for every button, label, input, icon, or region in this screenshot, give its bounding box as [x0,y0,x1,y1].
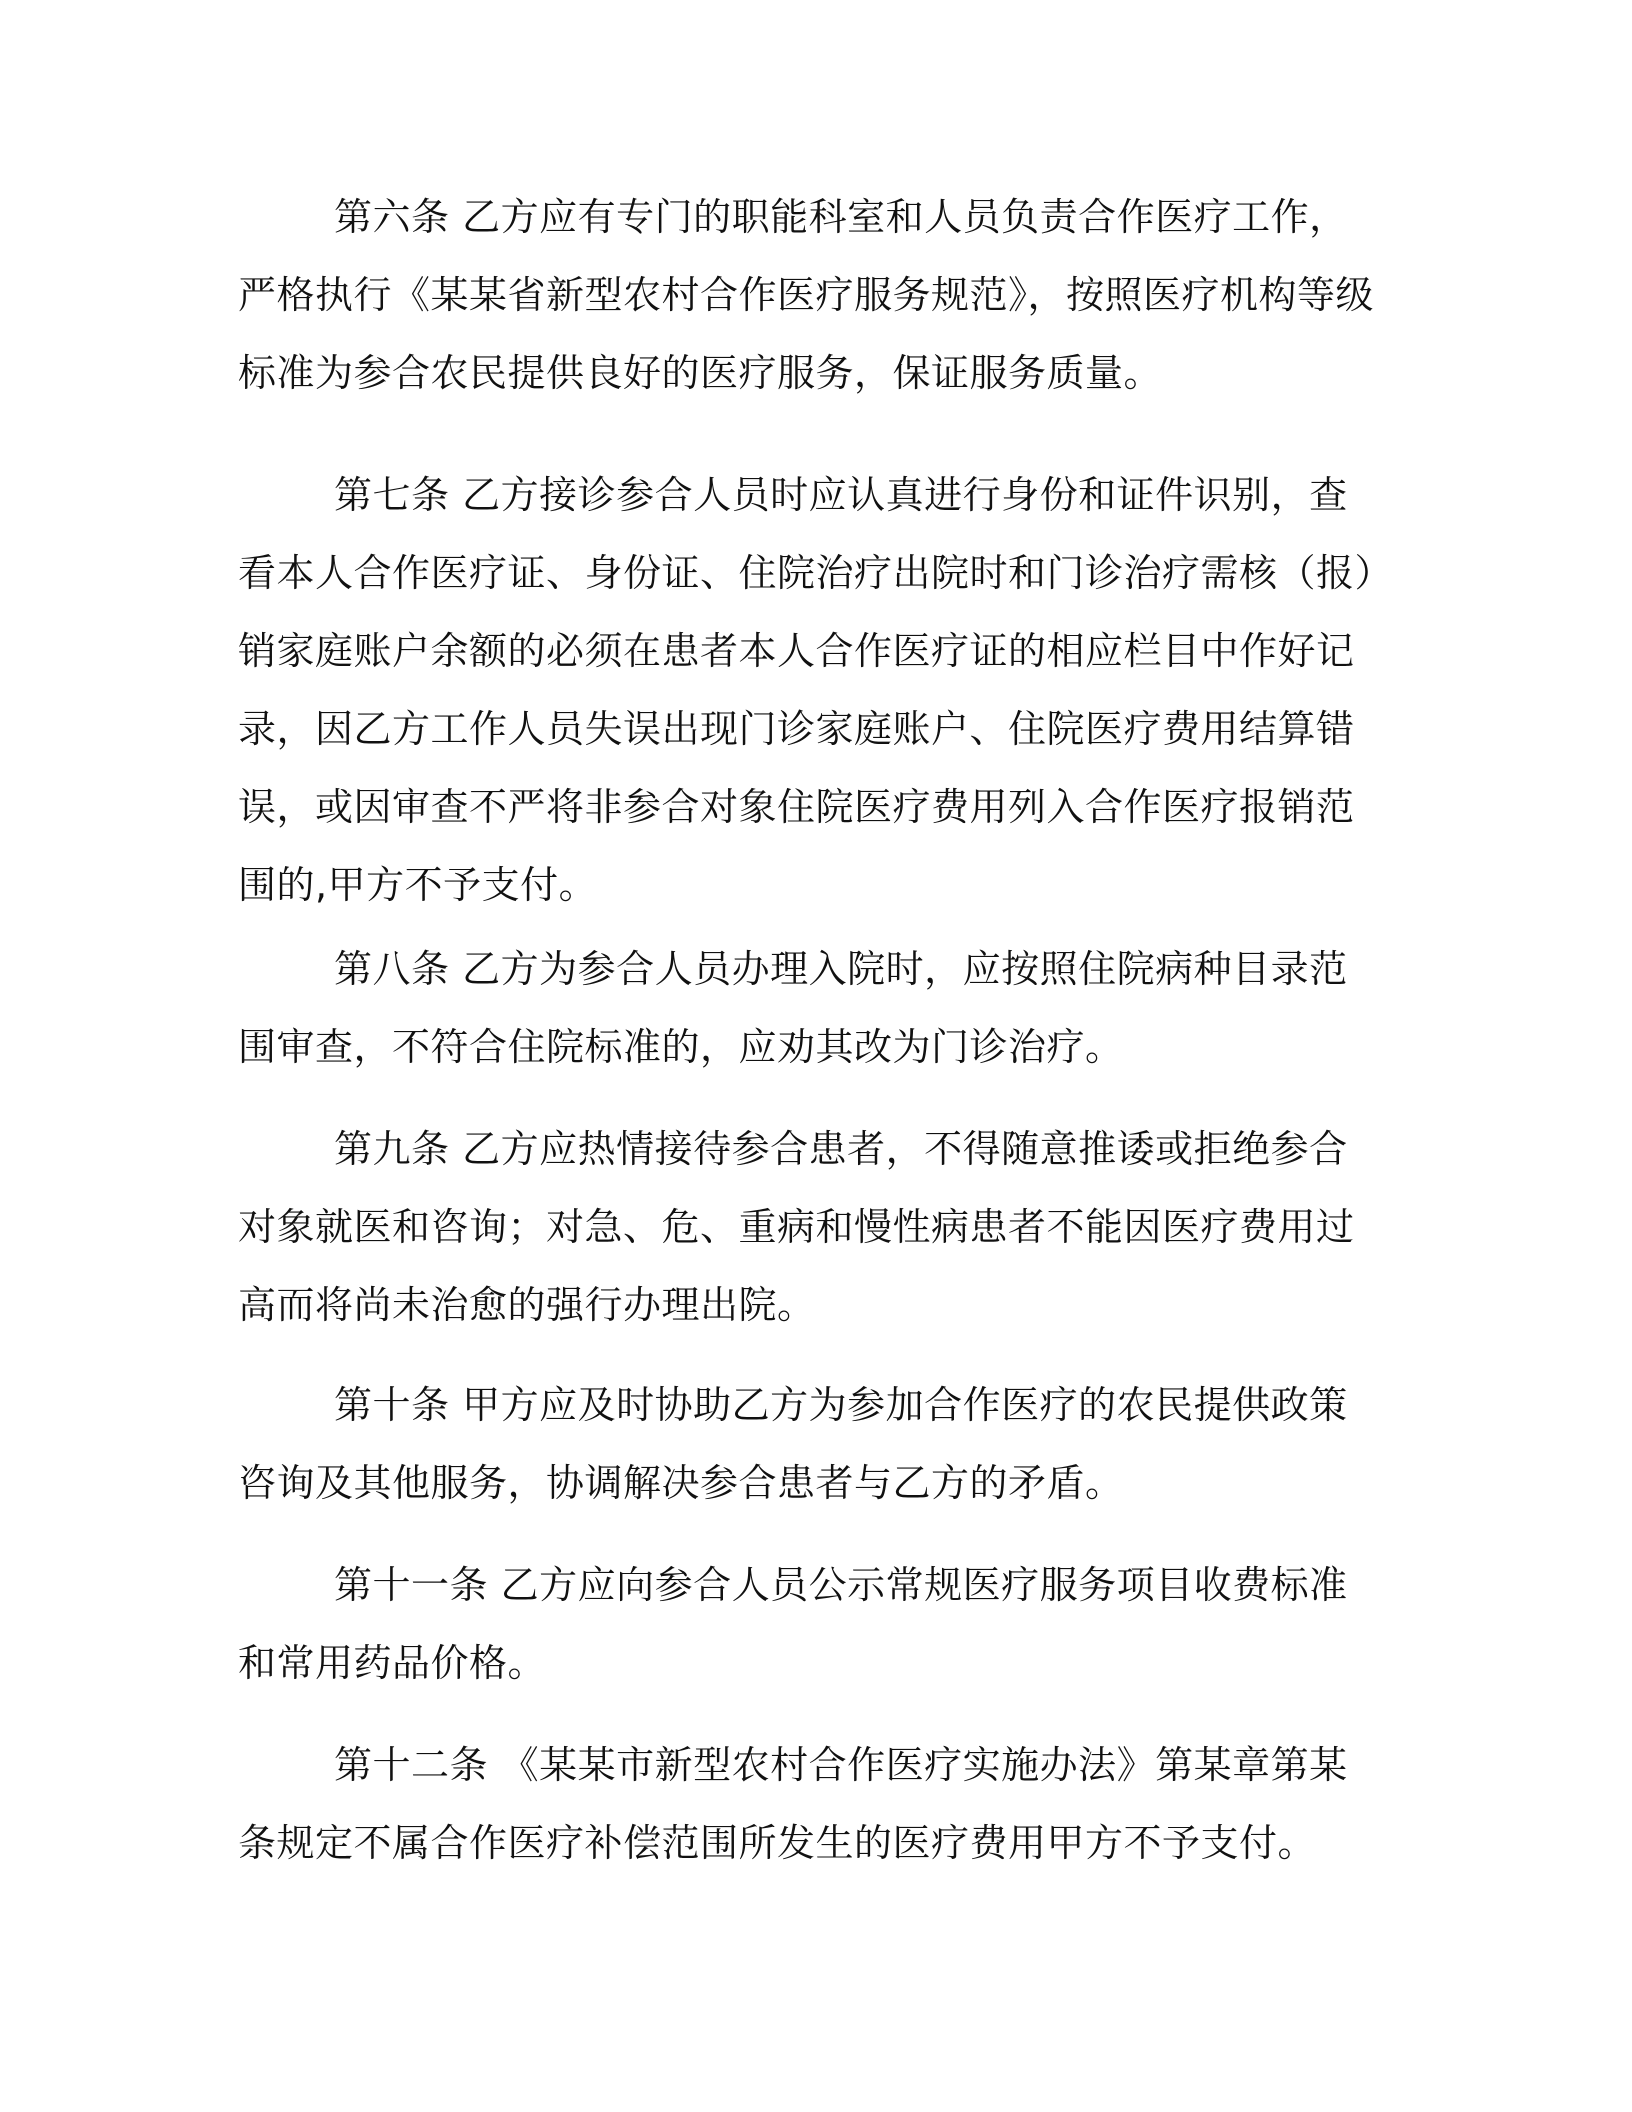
article-9: 第九条 乙方应热情接待参合患者，不得随意推诿或拒绝参合对象就医和咨询；对急、危、重病和慢性病患者不能因医疗费用过高而将尚未治愈的强行办理出院。 [238,1127,1355,1327]
article-8: 第八条 乙方为参合人员办理入院时，应按照住院病种目录范围审查，不符合住院标准的，应劝其改为门诊治疗。 [238,947,1348,1069]
article-7: 第七条 乙方接诊参合人员时应认真进行身份和证件识别，查看本人合作医疗证、身份证、住院治疗出院时和门诊治疗需核（报）销家庭账户余额的必须在患者本人合作医疗证的相应栏目中作好记录，因乙方工作人员失误出现门诊家庭账户、住院医疗费用结算错误，或因审查不严将非参合对象住院医疗费用列入合作医疗报销范围的,甲方不予支付。 [238,473,1375,907]
article-10: 第十条 甲方应及时协助乙方为参加合作医疗的农民提供政策咨询及其他服务，协调解决参合患者与乙方的矛盾。 [238,1383,1348,1505]
article-6: 第六条 乙方应有专门的职能科室和人员负责合作医疗工作，严格执行《某某省新型农村合作医疗服务规范》，按照医疗机构等级标准为参合农民提供良好的医疗服务，保证服务质量。 [238,195,1375,395]
article-12: 第十二条 《某某市新型农村合作医疗实施办法》第某章第某条规定不属合作医疗补偿范围所发生的医疗费用甲方不予支付。 [238,1743,1348,1865]
article-11: 第十一条 乙方应向参合人员公示常规医疗服务项目收费标准和常用药品价格。 [238,1563,1348,1685]
